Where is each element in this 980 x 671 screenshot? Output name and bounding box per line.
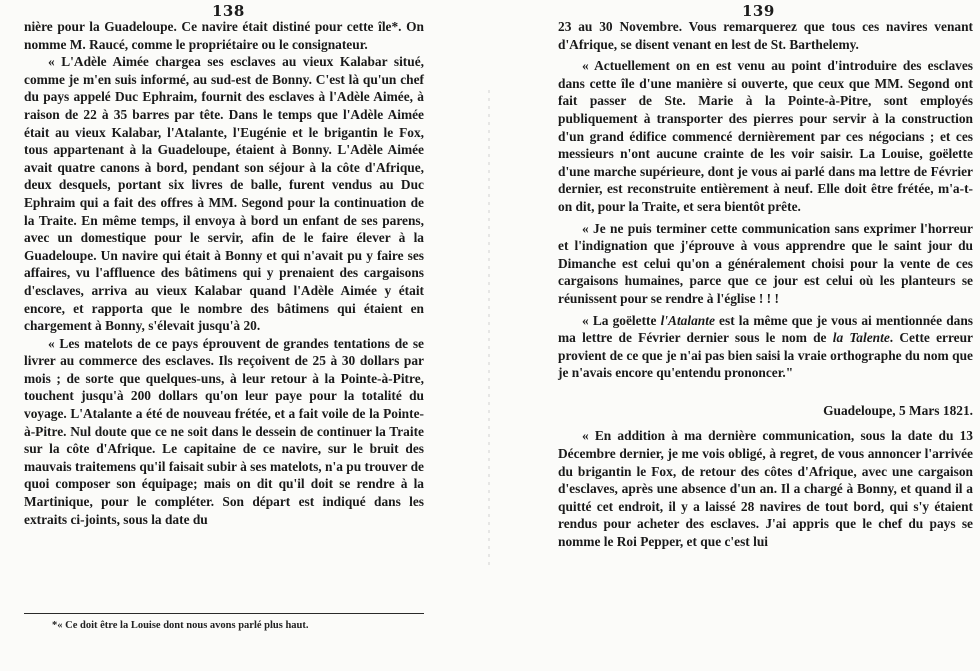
right-page-body bbox=[558, 18, 973, 551]
gutter bbox=[488, 90, 490, 570]
left-page bbox=[0, 0, 452, 671]
paragraph: nière pour la Guadeloupe. Ce navire était distiné pour cette île*. On nomme M. Raucé, comme le propriétaire ou le consignateur. bbox=[24, 19, 424, 52]
dateline: Guadeloupe, 5 Mars 1821. bbox=[823, 402, 973, 418]
paragraph-text: . Cette erreur provient de ce que je n'ai pas bien saisi la vraie orthographe du nom que je n'avais encore qu'entendu prononcer." bbox=[558, 330, 973, 381]
ship-name: la Talente bbox=[832, 330, 890, 346]
paragraph: « L'Adèle Aimée chargea ses esclaves au vieux Kalabar situé, comme je m'en suis informé, au sud-est de Bonny. C'est là qu'un chef du pays appelé Duc Ephraim, fournit des esclaves à l'Adèle Aimée, à raison de 22 à 35 barres par tête. Dans le temps que l'Adèle Aimée était au vieux Kalabar, l'Atalante, l'Eugénie et le brigantin le Fox, tous appartenant à la Guadeloupe, étaient à Bonny. L'Adèle Aimée avait quatre canons à bord, pendant son séjour à la côte d'Afrique, deux desquels, portant six livres de balle, furent vendus au Duc Ephraim qui a fait des offres à MM. Segond pour la continuation de la Traite. En même temps, il envoya à bord un enfant de ses parens, avec un domestique pour le servir, afin de le faire élever à la Guadeloupe. Un navire qui était à Bonny et qui n'avait pu y faire ses affaires, vu l'affluence des bâtimens qui y prenaient des cargaisons d'esclaves, arriva au vieux Kalabar quand l'Adèle Aimée y était encore, et rapporta que le nombre des bâtimens qui étaient en chargement à Bonny, s'élevait jusqu'à 20. bbox=[24, 54, 424, 334]
paragraph-text: « La goëlette bbox=[582, 312, 661, 328]
paragraph: « Actuellement on en est venu au point d'introduire des esclaves dans cette île d'une manière si ouverte, que ceux que MM. Segond ont fait passer de Ste. Marie à la Pointe-à-Pitre, sont employés publiquement à transporter des pierres pour servir à la construction d'un grand édifice commencé dernièrement par ces négocians ; et ces messieurs n'ont aucune crainte de les voir saisir. La Louise, goëlette d'une marche supérieure, dont je vous ai parlé dans ma lettre de Février dernier, est reconstruite entièrement à neuf. Elle doit être frétée, m'a-t-on dit, pour la Traite, et sera bientôt prête. bbox=[558, 58, 973, 214]
right-page bbox=[528, 0, 980, 671]
ship-name: l'Atalante bbox=[660, 312, 715, 328]
footnote: *« Ce doit être la Louise dont nous avons parlé plus haut. bbox=[52, 620, 309, 631]
paragraph bbox=[558, 312, 973, 382]
paragraph: « Les matelots de ce pays éprouvent de grandes tentations de se livrer au commerce des esclaves. Ils reçoivent de 25 à 30 dollars par mois ; de sorte que quelques-uns, à leur retour à la Pointe-à-Pitre, touchent jusqu'à 200 dollars qu'on leur paye pour la totalité du voyage. L'Atalante a été de nouveau frétée, et a fait voile de la Pointe-à-Pitre. Nul doute que ce ne soit dans le dessein de continuer la Traite sur la côte d'Afrique. Le capitaine de ce navire, sur le bruit des mauvais traitemens qu'il faisait subir à ses matelots, n'a pu trouver de quoi composer son équipage; mais on dit qu'il doit se rendre à la Martinique, pour le compléter. Son départ est indiqué dans les extraits ci-joints, sous la date du bbox=[24, 335, 424, 527]
paragraph: 23 au 30 Novembre. Vous remarquerez que tous ces navires venant d'Afrique, se disent venant en lest de St. Barthelemy. bbox=[558, 19, 973, 52]
page-number: 139 bbox=[742, 2, 775, 20]
footnote-rule bbox=[24, 613, 424, 614]
paragraph-text: est la même que je vous ai mentionnée dans ma lettre de Février dernier sous le nom de bbox=[558, 312, 973, 346]
paragraph: « En addition à ma dernière communication, sous la date du 13 Décembre dernier, je me vois obligé, à regret, de vous annoncer l'arrivée du brigantin le Fox, de retour des côtes d'Afrique, avec une cargaison d'esclaves, après une absence d'un an. Il a chargé à Bonny, et quand il a quitté cet endroit, il y a laissé 28 navires de tout bord, qui s'y étaient rendus pour acheter des esclaves. J'ai appris que le chef du pays se nomme le Roi Pepper, et que c'est lui bbox=[558, 428, 973, 550]
left-page-body bbox=[24, 18, 424, 528]
paragraph: « Je ne puis terminer cette communication sans exprimer l'horreur et l'indignation que j'éprouve à vous apprendre que le saint jour du Dimanche est celui qu'on a généralement choisi pour la vente de ces cargaisons humaines, parce que ce jour est celui où les planteurs se réunissent pour se rendre à l'église ! ! ! bbox=[558, 220, 973, 306]
page-number: 138 bbox=[212, 2, 245, 20]
